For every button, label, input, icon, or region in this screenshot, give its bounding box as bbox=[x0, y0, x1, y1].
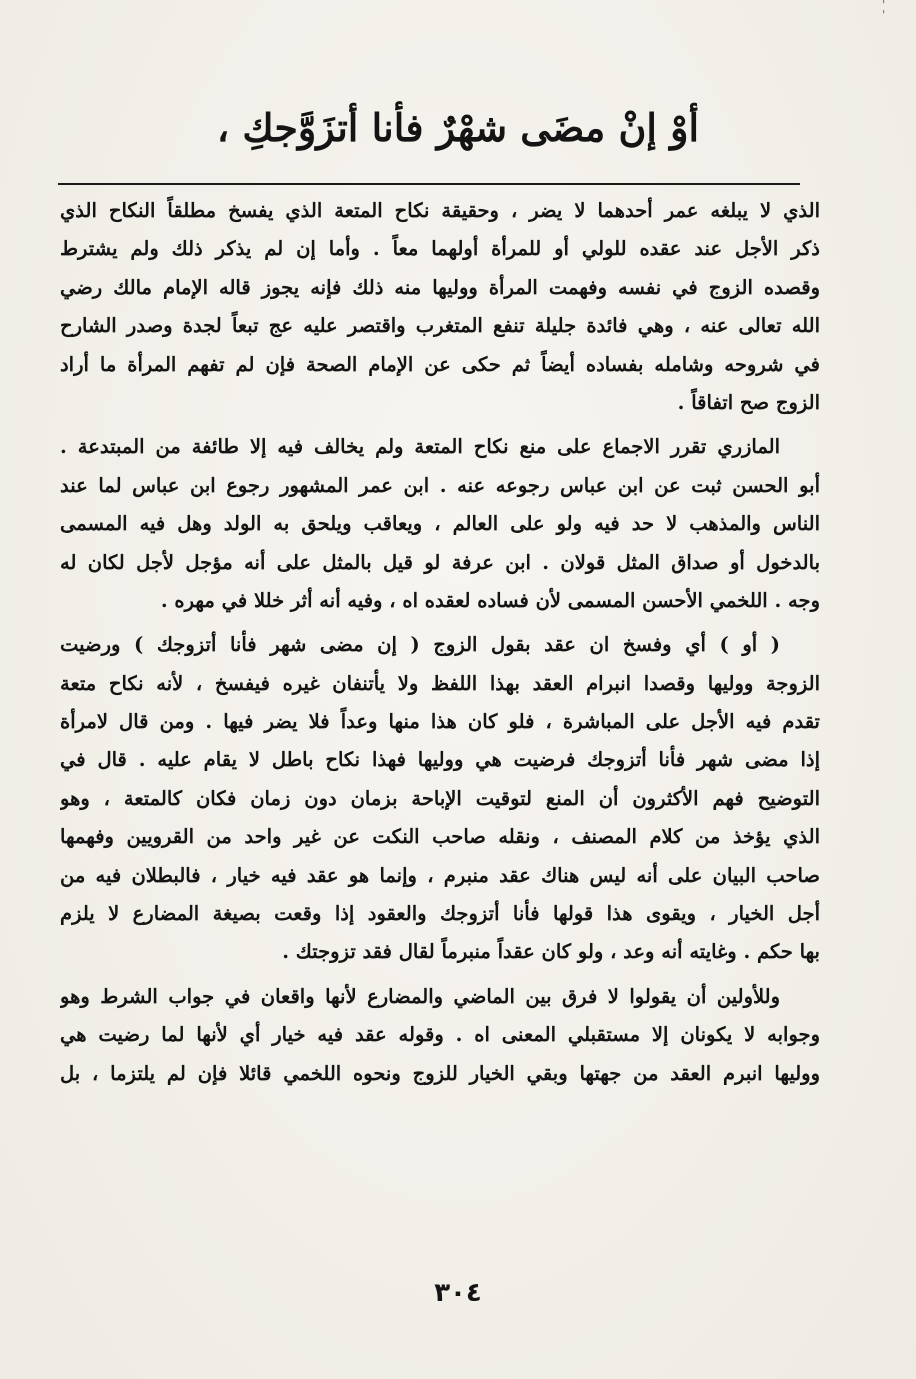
text-line: وقصده الزوج في نفسه وفهمت المرأة ووليها منه ذلك فإنه يجوز قاله الإمام مالك رضي bbox=[60, 275, 820, 299]
text-line: الله تعالى عنه ، وهي فائدة جليلة تنفع المتغرب واقتصر عليه عج تبعاً لجدة وصدر الشارح bbox=[60, 314, 820, 338]
text-line: بها حكم . وغايته أنه وعد ، ولو كان عقداً منبرماً لقال فقد تزوجتك . bbox=[282, 940, 820, 964]
text-line: ( أو ) أي وفسخ ان عقد بقول الزوج ( إن مضى شهر فأنا أتزوجك ) ورضيت bbox=[60, 633, 780, 657]
text-line: الذي لا يبلغه عمر أحدهما لا يضر ، وحقيقة نكاح المتعة الذي يفسخ مطلقاً النكاح الذي bbox=[60, 199, 820, 222]
page-number: ٣٠٤ bbox=[434, 1278, 482, 1308]
text-line: تقدم فيه الأجل على المباشرة ، فلو كان هذا منها وعداً فلا يضر فيها . ومن قال لامرأة bbox=[60, 710, 820, 734]
text-line: بالدخول أو صداق المثل قولان . ابن عرفة لو قيل بالمثل على أنه مؤجل لأجل لكان له bbox=[60, 550, 820, 574]
text-line: ووليها انبرم العقد من جهتها وبقي الخيار للزوج ونحوه اللخمي قائلا فإن لم يلتزما ، بل bbox=[60, 1061, 820, 1085]
text-line: أبو الحسن ثبت عن ابن عباس رجوعه عنه . ابن عمر المشهور رجوع ابن عباس لما عند bbox=[60, 473, 820, 497]
text-line: التوضيح فهم الأكثرون أن المنع لتوقيت الإباحة بزمان دون زمان فكان كالمتعة ، وهو bbox=[60, 786, 820, 810]
page-header-title: أوْ إنْ مضَى شهْرٌ فأنا أتزَوَّجكِ ، bbox=[216, 105, 700, 150]
text-line: ذكر الأجل عند عقده للولي أو للمرأة أولهما معاً . وأما إن لم يذكر ذلك ولم يشترط bbox=[60, 237, 820, 261]
header-divider bbox=[58, 183, 800, 185]
text-line: الناس والمذهب لا حد فيه ولو على العالم ، ويعاقب ويلحق به الولد وهل فيه المسمى bbox=[60, 512, 820, 536]
text-line: صاحب البيان على أنه ليس هناك عقد منبرم ، وإنما هو عقد فيه خيار ، فالبطلان فيه من bbox=[60, 863, 820, 887]
text-line: إذا مضى شهر فأنا أتزوجك فرضيت هي ووليها فهذا نكاح باطل لا يقام عليه . قال في bbox=[60, 748, 820, 772]
text-line: الذي يؤخذ من كلام المصنف ، ونقله صاحب النكت عن غير واحد من القرويين وفهمها bbox=[60, 825, 820, 849]
text-line: وجوابه لا يكونان إلا مستقبلي المعنى اه . وقوله عقد فيه خيار أي لأنها لما رضيت هي bbox=[60, 1023, 820, 1047]
page-body-text bbox=[60, 192, 820, 1093]
text-line: أجل الخيار ، ويقوى هذا قولها فأنا أتزوجك والعقود إذا وقعت بصيغة المضارع لا يلزم bbox=[60, 902, 820, 926]
text-line: وللأولين أن يقولوا لا فرق بين الماضي والمضارع لأنها واقعان في جواب الشرط وهو bbox=[60, 984, 780, 1008]
text-line: وجه . اللخمي الأحسن المسمى لأن فساده لعقده اه ، وفيه أنه أثر خللا في مهره . bbox=[160, 588, 820, 612]
text-line: المازري تقرر الاجماع على منع نكاح المتعة ولم يخالف فيه إلا طائفة من المبتدعة . bbox=[60, 435, 780, 459]
text-line: في شروحه وشامله بفساده أيضاً ثم حكى عن الإمام الصحة فإن لم تفهم المرأة ما أراد bbox=[60, 352, 820, 376]
text-line: الزوجة ووليها وقصدا انبرام العقد بهذا اللفظ ولا يأتنفان غيره فيفسخ ، لأنه نكاح متعة bbox=[60, 671, 820, 695]
scan-margin-mark: ' ' bbox=[882, 0, 886, 22]
text-line: الزوج صح اتفاقاً . bbox=[677, 390, 820, 414]
